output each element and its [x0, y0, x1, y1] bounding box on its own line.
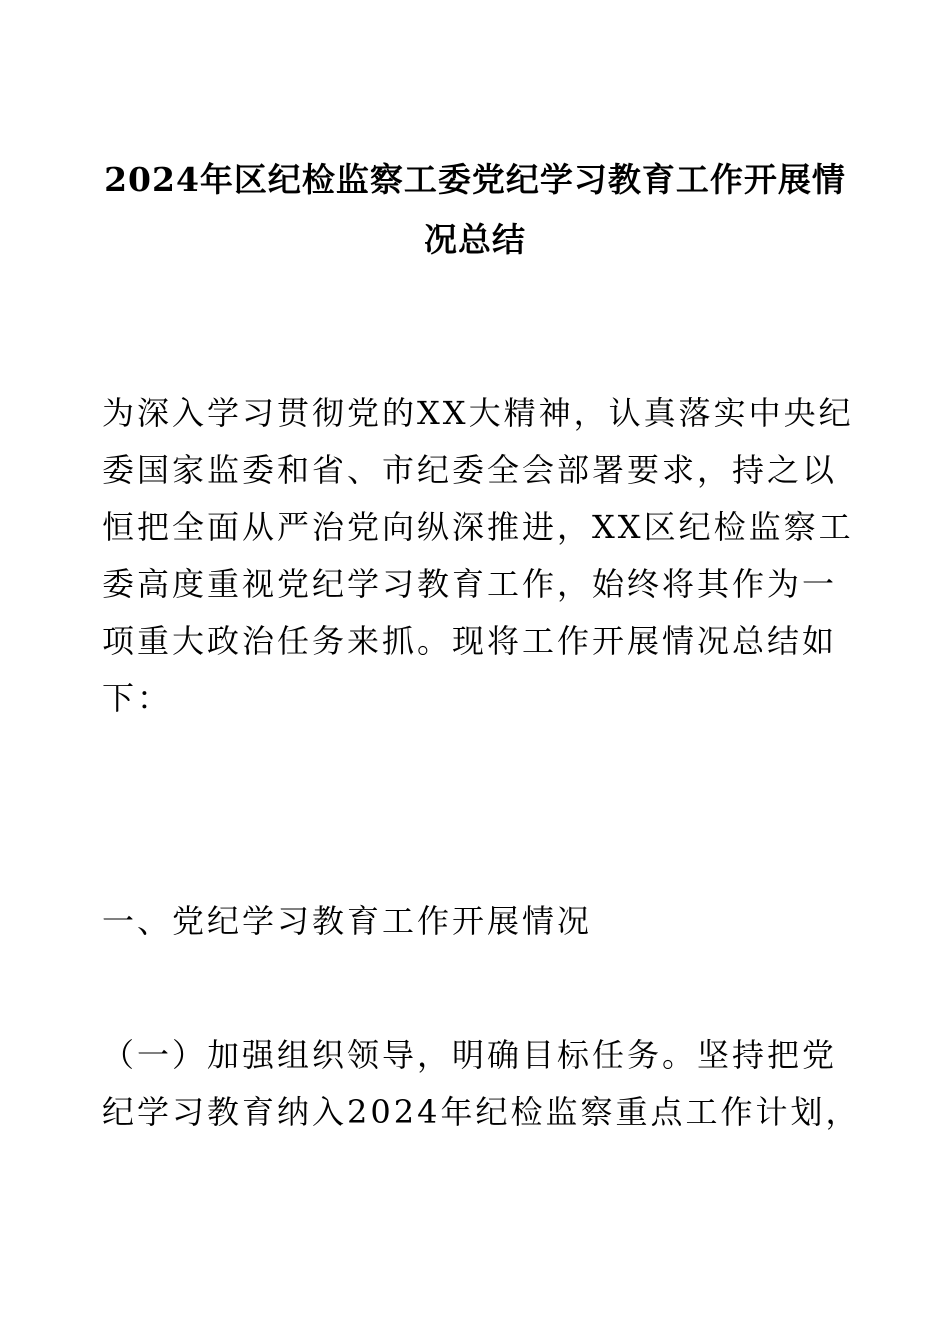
paragraph-line: 纪学习教育纳入2024年纪检监察重点工作计划，: [102, 1093, 861, 1131]
paragraph-line: 项重大政治任务来抓。现将工作开展情况总结如: [102, 622, 838, 660]
paragraph-line: 为深入学习贯彻党的XX大精神，认真落实中央纪: [102, 394, 854, 432]
section-heading-text: 一、党纪学习教育工作开展情况: [102, 902, 593, 940]
intro-paragraph: [102, 385, 862, 727]
document-title: [100, 150, 850, 270]
subsection-paragraph: [102, 1027, 862, 1141]
title-line: 2024年区纪检监察工委党纪学习教育工作开展情: [104, 160, 846, 199]
title-line: 况总结: [424, 220, 526, 259]
section-heading: [102, 893, 862, 950]
paragraph-line: （一）加强组织领导，明确目标任务。坚持把党: [102, 1036, 838, 1074]
paragraph-line: 下：: [102, 679, 173, 717]
paragraph-line: 委国家监委和省、市纪委全会部署要求，持之以: [102, 451, 838, 489]
paragraph-line: 恒把全面从严治党向纵深推进，XX区纪检监察工: [102, 508, 854, 546]
paragraph-line: 委高度重视党纪学习教育工作，始终将其作为一: [102, 565, 838, 603]
